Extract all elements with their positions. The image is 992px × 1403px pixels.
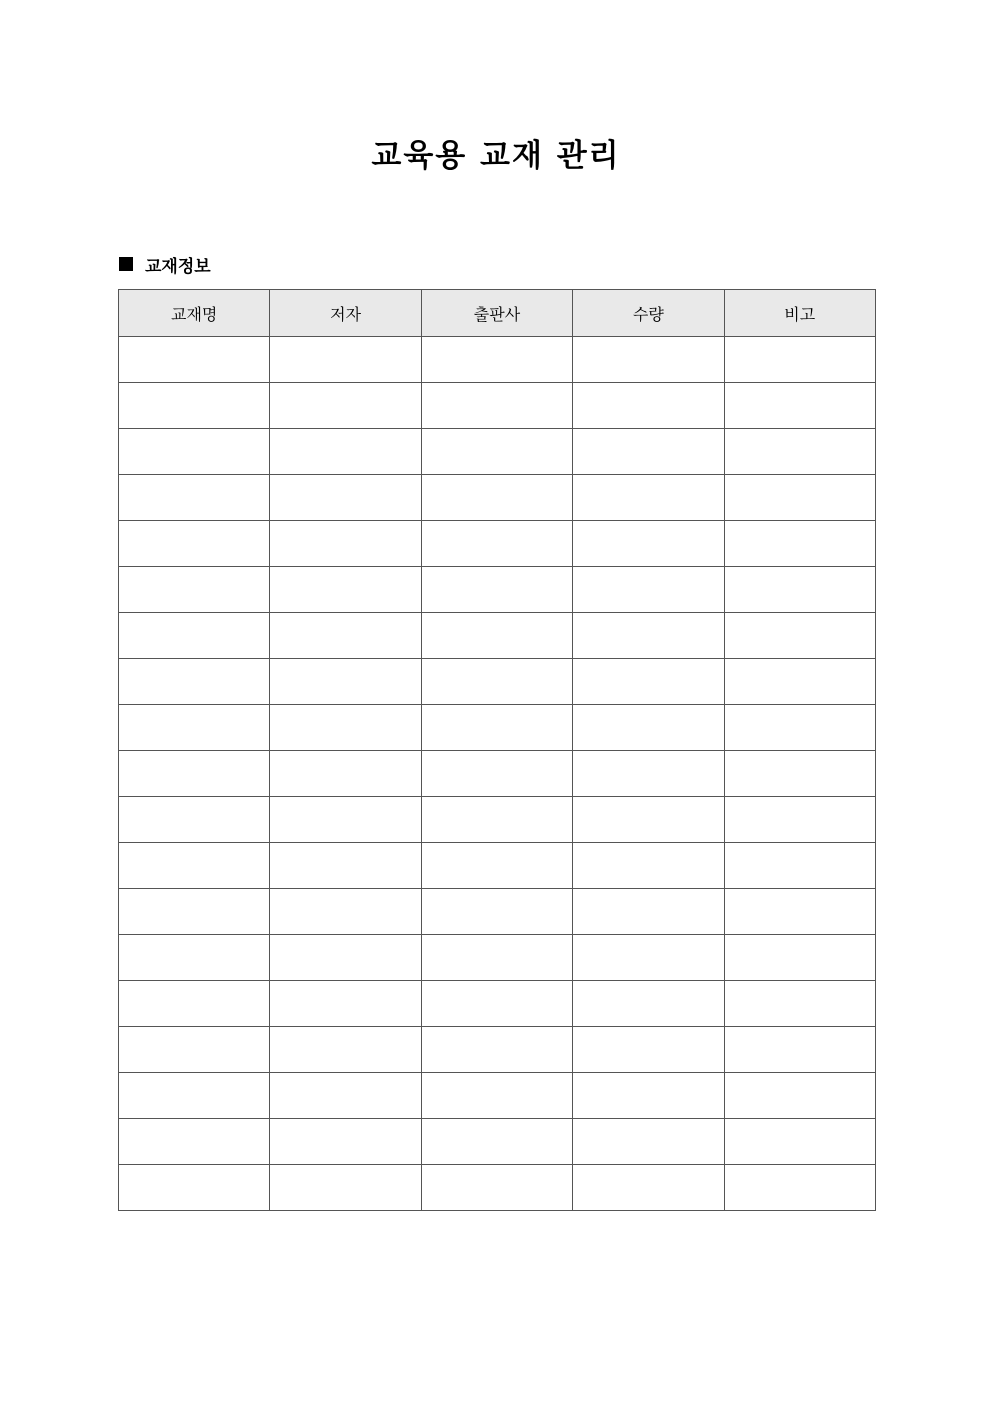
book-name-cell: [119, 935, 270, 981]
author-cell: [270, 935, 421, 981]
table-row: [119, 1165, 876, 1211]
remarks-cell: [724, 429, 875, 475]
book-name-cell: [119, 1119, 270, 1165]
table-row: [119, 981, 876, 1027]
publisher-cell: [421, 889, 572, 935]
table-row: [119, 567, 876, 613]
author-cell: [270, 567, 421, 613]
table-row: [119, 475, 876, 521]
publisher-cell: [421, 935, 572, 981]
author-cell: [270, 429, 421, 475]
publisher-cell: [421, 1073, 572, 1119]
square-bullet-icon: [119, 257, 133, 271]
table-row: [119, 429, 876, 475]
quantity-cell: [573, 797, 724, 843]
remarks-cell: [724, 797, 875, 843]
author-cell: [270, 705, 421, 751]
quantity-cell: [573, 751, 724, 797]
remarks-cell: [724, 843, 875, 889]
publisher-cell: [421, 567, 572, 613]
table-row: [119, 1119, 876, 1165]
page-title: 교육용 교재 관리: [371, 138, 621, 174]
column-header-publisher: 출판사: [421, 290, 572, 337]
author-cell: [270, 1073, 421, 1119]
table-row: [119, 843, 876, 889]
book-name-cell: [119, 751, 270, 797]
author-cell: [270, 797, 421, 843]
book-name-cell: [119, 1073, 270, 1119]
publisher-cell: [421, 981, 572, 1027]
author-cell: [270, 475, 421, 521]
quantity-cell: [573, 889, 724, 935]
table-row: [119, 889, 876, 935]
quantity-cell: [573, 429, 724, 475]
book-name-cell: [119, 429, 270, 475]
quantity-cell: [573, 981, 724, 1027]
book-name-cell: [119, 337, 270, 383]
section-heading: [119, 253, 211, 275]
book-name-cell: [119, 889, 270, 935]
author-cell: [270, 751, 421, 797]
quantity-cell: [573, 383, 724, 429]
quantity-cell: [573, 1119, 724, 1165]
publisher-cell: [421, 1119, 572, 1165]
publisher-cell: [421, 521, 572, 567]
table-body: [119, 337, 876, 1211]
remarks-cell: [724, 1165, 875, 1211]
author-cell: [270, 1119, 421, 1165]
table-row: [119, 935, 876, 981]
book-name-cell: [119, 521, 270, 567]
quantity-cell: [573, 567, 724, 613]
author-cell: [270, 659, 421, 705]
remarks-cell: [724, 705, 875, 751]
publisher-cell: [421, 659, 572, 705]
remarks-cell: [724, 337, 875, 383]
quantity-cell: [573, 521, 724, 567]
author-cell: [270, 337, 421, 383]
book-name-cell: [119, 383, 270, 429]
author-cell: [270, 1027, 421, 1073]
column-header-remarks: 비고: [724, 290, 875, 337]
publisher-cell: [421, 1165, 572, 1211]
publisher-cell: [421, 751, 572, 797]
book-name-cell: [119, 843, 270, 889]
publisher-cell: [421, 337, 572, 383]
column-header-quantity: 수량: [573, 290, 724, 337]
publisher-cell: [421, 613, 572, 659]
remarks-cell: [724, 521, 875, 567]
table-row: [119, 659, 876, 705]
book-name-cell: [119, 613, 270, 659]
publisher-cell: [421, 1027, 572, 1073]
publisher-cell: [421, 705, 572, 751]
quantity-cell: [573, 475, 724, 521]
book-info-table-container: [118, 289, 876, 1211]
quantity-cell: [573, 705, 724, 751]
author-cell: [270, 1165, 421, 1211]
remarks-cell: [724, 935, 875, 981]
remarks-cell: [724, 659, 875, 705]
publisher-cell: [421, 843, 572, 889]
author-cell: [270, 889, 421, 935]
table-row: [119, 1027, 876, 1073]
table-row: [119, 797, 876, 843]
remarks-cell: [724, 981, 875, 1027]
publisher-cell: [421, 383, 572, 429]
quantity-cell: [573, 935, 724, 981]
author-cell: [270, 383, 421, 429]
remarks-cell: [724, 1119, 875, 1165]
table-row: [119, 751, 876, 797]
quantity-cell: [573, 659, 724, 705]
author-cell: [270, 521, 421, 567]
author-cell: [270, 613, 421, 659]
table-row: [119, 1073, 876, 1119]
publisher-cell: [421, 475, 572, 521]
publisher-cell: [421, 797, 572, 843]
table-row: [119, 337, 876, 383]
author-cell: [270, 981, 421, 1027]
book-name-cell: [119, 475, 270, 521]
publisher-cell: [421, 429, 572, 475]
remarks-cell: [724, 1027, 875, 1073]
section-heading-label: 교재정보: [145, 256, 211, 277]
book-name-cell: [119, 567, 270, 613]
quantity-cell: [573, 1027, 724, 1073]
remarks-cell: [724, 567, 875, 613]
book-name-cell: [119, 1027, 270, 1073]
book-name-cell: [119, 1165, 270, 1211]
remarks-cell: [724, 751, 875, 797]
remarks-cell: [724, 383, 875, 429]
quantity-cell: [573, 337, 724, 383]
table-row: [119, 705, 876, 751]
table-row: [119, 521, 876, 567]
book-name-cell: [119, 797, 270, 843]
quantity-cell: [573, 1165, 724, 1211]
table-row: [119, 383, 876, 429]
author-cell: [270, 843, 421, 889]
book-name-cell: [119, 705, 270, 751]
book-info-table: [118, 289, 876, 1211]
book-name-cell: [119, 981, 270, 1027]
quantity-cell: [573, 843, 724, 889]
quantity-cell: [573, 613, 724, 659]
remarks-cell: [724, 1073, 875, 1119]
column-header-author: 저자: [270, 290, 421, 337]
column-header-book-name: 교재명: [119, 290, 270, 337]
table-row: [119, 613, 876, 659]
book-name-cell: [119, 659, 270, 705]
remarks-cell: [724, 889, 875, 935]
remarks-cell: [724, 613, 875, 659]
remarks-cell: [724, 475, 875, 521]
table-header-row: [119, 290, 876, 337]
quantity-cell: [573, 1073, 724, 1119]
